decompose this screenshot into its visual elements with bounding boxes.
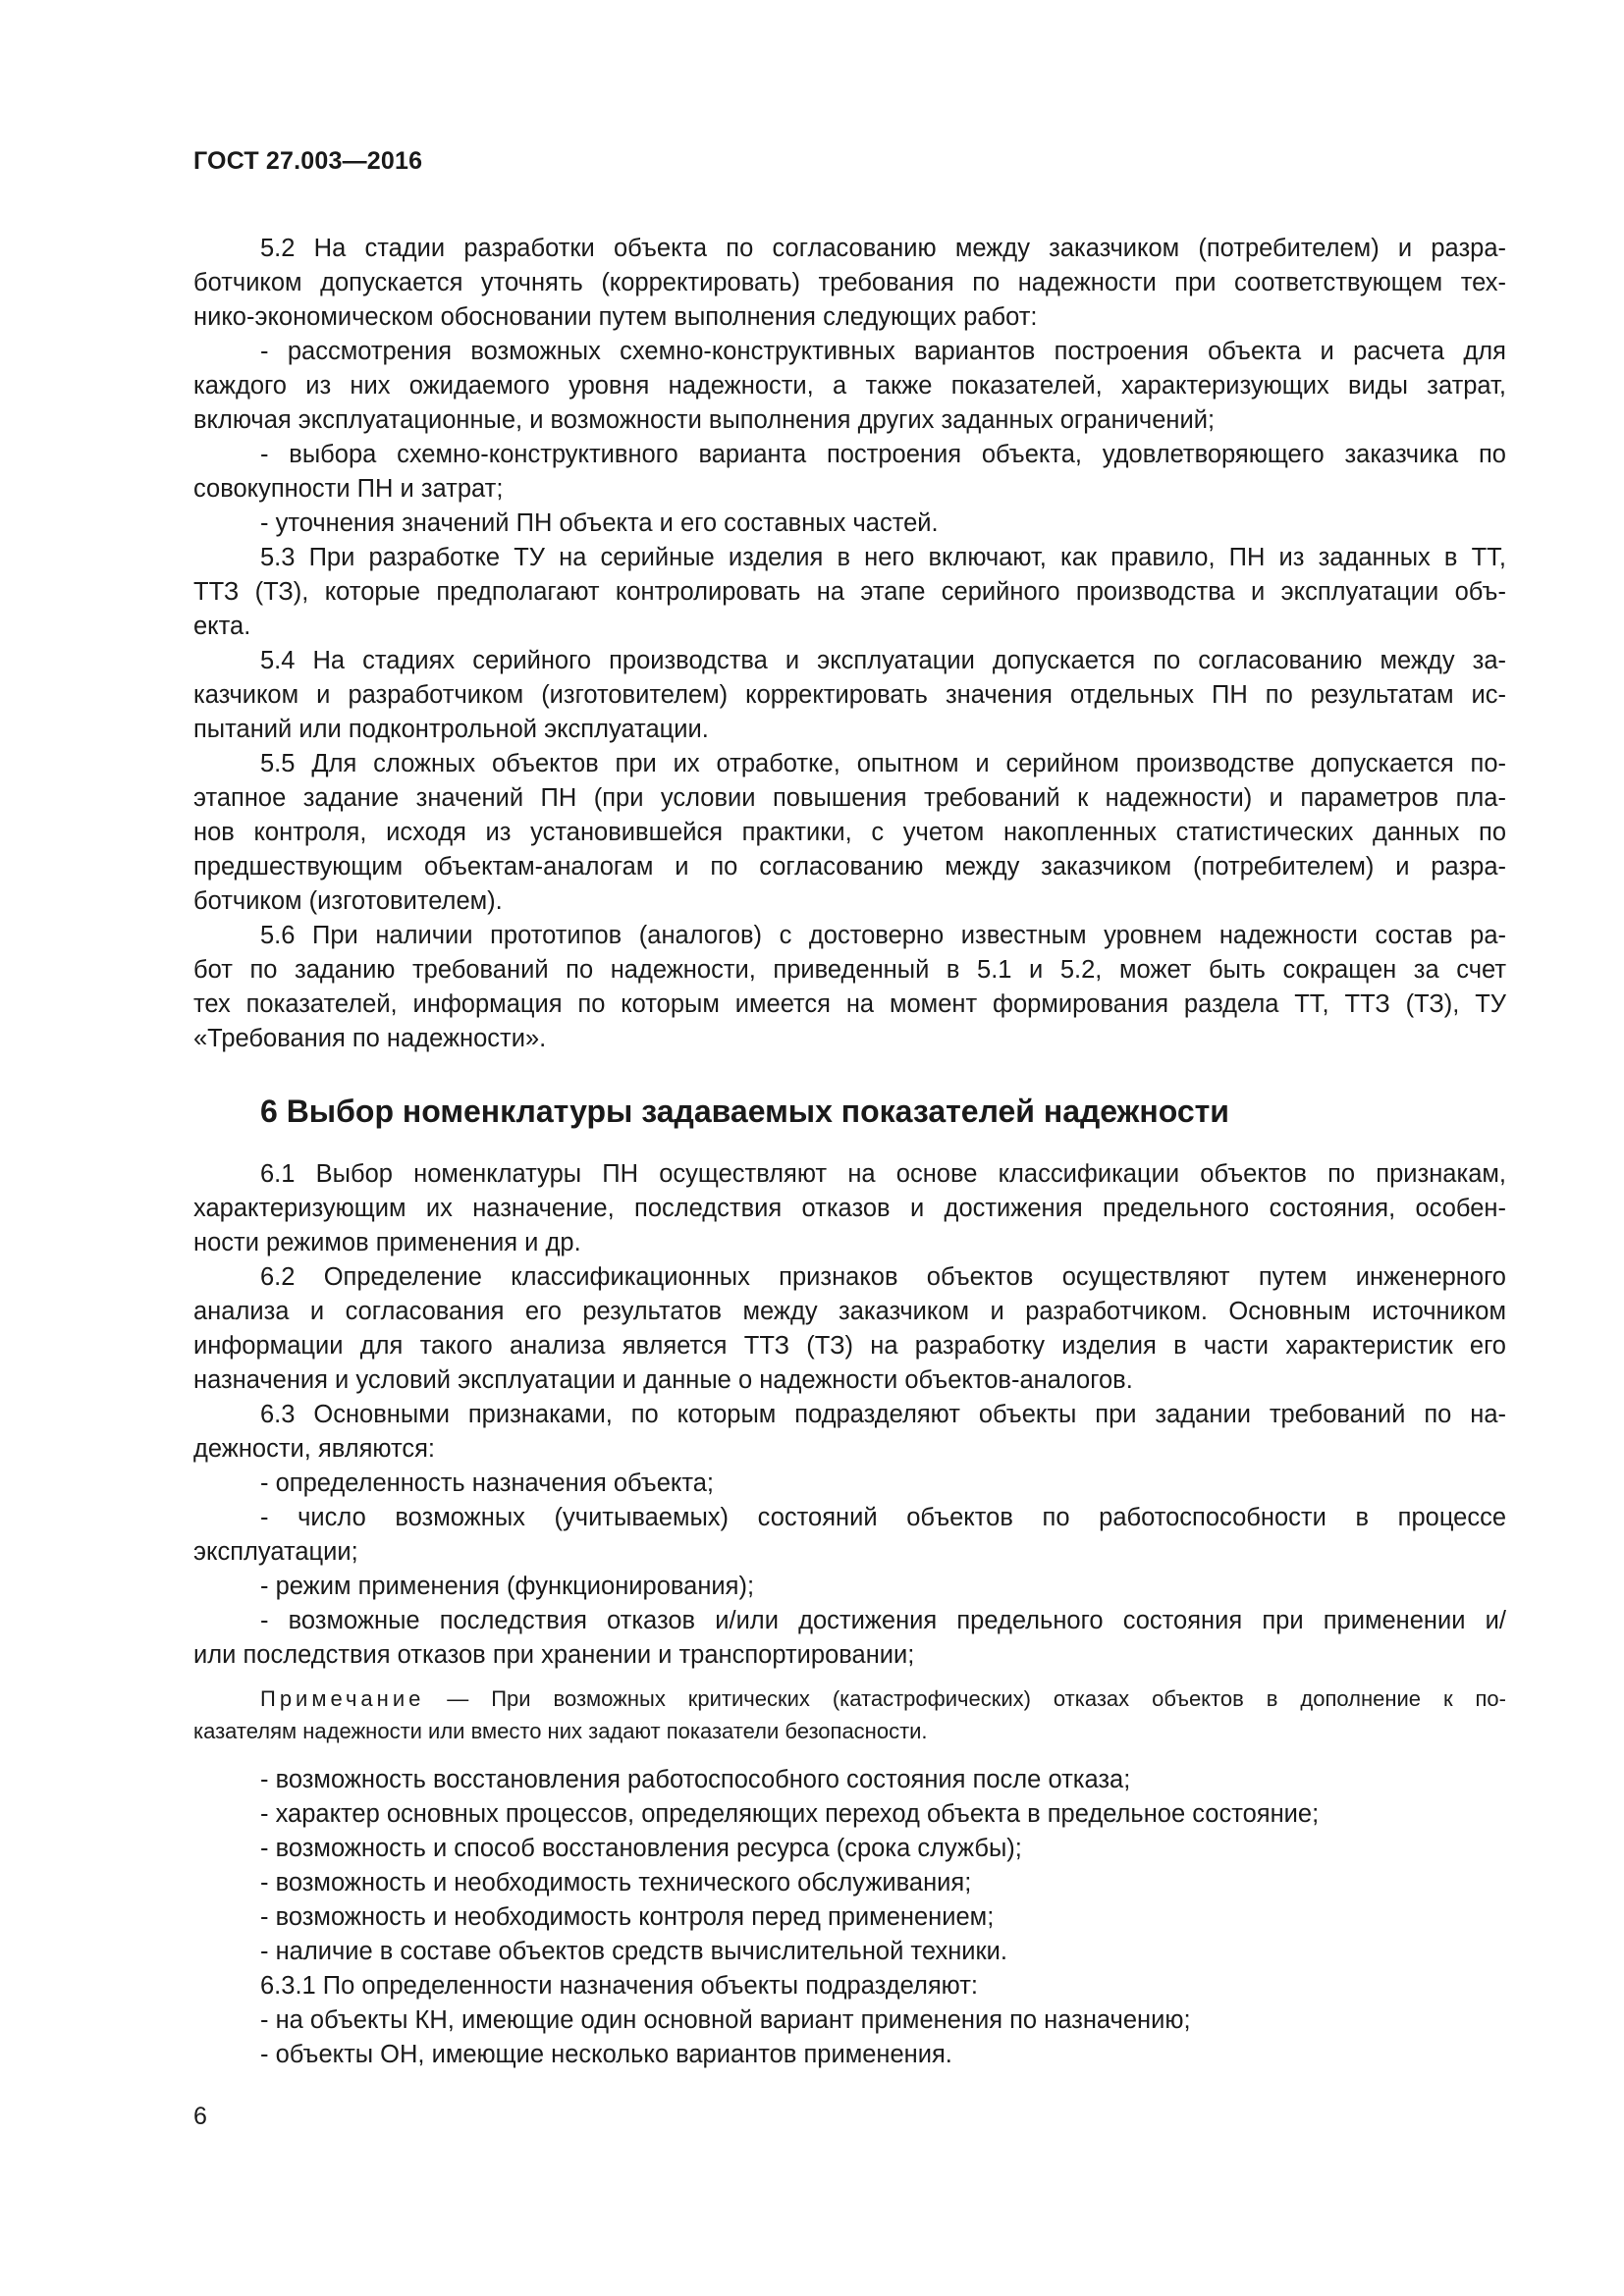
text-line: ности режимов применения и др. <box>193 1229 581 1256</box>
note-label: Примечание <box>260 1686 425 1711</box>
text-line: или последствия отказов при хранении и транспортировании; <box>193 1641 915 1669</box>
text-line: 6.1 Выбор номенклатуры ПН осуществляют на основе классификации объектов по признакам, <box>260 1160 1506 1188</box>
text-line: информации для такого анализа является ТТЗ (ТЗ) на разработку изделия в части характеристик его <box>193 1332 1506 1360</box>
text-line: 6.3.1 По определенности назначения объекты подразделяют: <box>260 1972 978 2000</box>
text-line: эксплуатации; <box>193 1538 358 1566</box>
text-line: совокупности ПН и затрат; <box>193 475 504 503</box>
section-heading: 6 Выбор номенклатуры задаваемых показателей надежности <box>260 1094 1229 1129</box>
text-line: «Требования по надежности». <box>193 1025 547 1052</box>
text-line: предшествующим объектам-аналогам и по согласованию между заказчиком (потребителем) и разра- <box>193 853 1506 881</box>
text-line: - возможность восстановления работоспособного состояния после отказа; <box>260 1766 1131 1793</box>
text-line: казчиком и разработчиком (изготовителем) корректировать значения отдельных ПН по результатам ис- <box>193 681 1506 709</box>
text-line: - возможность и способ восстановления ресурса (срока службы); <box>260 1835 1022 1862</box>
note-line <box>260 1682 1506 1718</box>
text-line: дежности, являются: <box>193 1435 435 1463</box>
text-line: характеризующим их назначение, последствия отказов и достижения предельного состояния, особен- <box>193 1195 1506 1222</box>
text-line: бот по заданию требований по надежности, приведенный в 5.1 и 5.2, может быть сокращен за счет <box>193 956 1506 984</box>
text-line: - возможность и необходимость технического обслуживания; <box>260 1869 972 1896</box>
note-text: — При возможных критических (катастрофических) отказах объектов в дополнение к по- <box>424 1686 1506 1711</box>
text-line: анализа и согласования его результатов между заказчиком и разработчиком. Основным источником <box>193 1298 1506 1325</box>
document-header: ГОСТ 27.003—2016 <box>193 147 423 175</box>
text-line: тех показателей, информация по которым имеется на момент формирования раздела ТТ, ТТЗ (ТЗ), ТУ <box>193 990 1506 1018</box>
text-line: ботчиком (изготовителем). <box>193 887 503 915</box>
text-line: - уточнения значений ПН объекта и его составных частей. <box>260 509 939 537</box>
text-line: - объекты ОН, имеющие несколько вариантов применения. <box>260 2041 952 2068</box>
note-line: казателям надежности или вместо них задают показатели безопасности. <box>193 1719 928 1743</box>
text-line: - наличие в составе объектов средств вычислительной техники. <box>260 1938 1008 1965</box>
text-line: 5.3 При разработке ТУ на серийные изделия в него включают, как правило, ПН из заданных в ТТ, <box>260 544 1506 571</box>
text-line: - определенность назначения объекта; <box>260 1469 715 1497</box>
text-line: включая эксплуатационные, и возможности выполнения других заданных ограничений; <box>193 406 1216 434</box>
text-line: екта. <box>193 613 251 640</box>
text-line: пытаний или подконтрольной эксплуатации. <box>193 716 709 743</box>
text-line: 6.2 Определение классификационных признаков объектов осуществляют путем инженерного <box>260 1263 1506 1291</box>
text-line: ботчиком допускается уточнять (корректировать) требования по надежности при соответствующем тех- <box>193 269 1506 296</box>
text-line: - возможные последствия отказов и/или достижения предельного состояния при применении и/ <box>260 1607 1506 1634</box>
text-line: нико-экономическом обосновании путем выполнения следующих работ: <box>193 303 1038 331</box>
text-line: - число возможных (учитываемых) состояний объектов по работоспособности в процессе <box>260 1504 1506 1531</box>
text-line: - возможность и необходимость контроля перед применением; <box>260 1903 995 1931</box>
text-line: ТТЗ (ТЗ), которые предполагают контролировать на этапе серийного производства и эксплуатации объ- <box>193 578 1506 606</box>
page-number: 6 <box>193 2103 207 2130</box>
text-line: - рассмотрения возможных схемно-конструктивных вариантов построения объекта и расчета для <box>260 338 1506 365</box>
text-line: - выбора схемно-конструктивного варианта построения объекта, удовлетворяющего заказчика по <box>260 441 1506 468</box>
text-line: 5.6 При наличии прототипов (аналогов) с достоверно известным уровнем надежности состав ра- <box>260 922 1506 949</box>
text-line: назначения и условий эксплуатации и данные о надежности объектов-аналогов. <box>193 1366 1133 1394</box>
text-line: 5.5 Для сложных объектов при их отработке, опытном и серийном производстве допускается по- <box>260 750 1506 777</box>
text-line: 6.3 Основными признаками, по которым подразделяют объекты при задании требований по на- <box>260 1401 1506 1428</box>
text-line: 5.2 На стадии разработки объекта по согласованию между заказчиком (потребителем) и разра- <box>260 235 1506 262</box>
text-line: - характер основных процессов, определяющих переход объекта в предельное состояние; <box>260 1800 1320 1828</box>
text-line: каждого из них ожидаемого уровня надежности, а также показателей, характеризующих виды затрат, <box>193 372 1506 400</box>
text-line: - на объекты КН, имеющие один основной вариант применения по назначению; <box>260 2006 1191 2034</box>
text-line: - режим применения (функционирования); <box>260 1573 755 1600</box>
text-line: нов контроля, исходя из установившейся практики, с учетом накопленных статистических данных по <box>193 819 1506 846</box>
text-line: этапное задание значений ПН (при условии повышения требований к надежности) и параметров пла- <box>193 784 1506 812</box>
text-line: 5.4 На стадиях серийного производства и эксплуатации допускается по согласованию между за- <box>260 647 1506 674</box>
